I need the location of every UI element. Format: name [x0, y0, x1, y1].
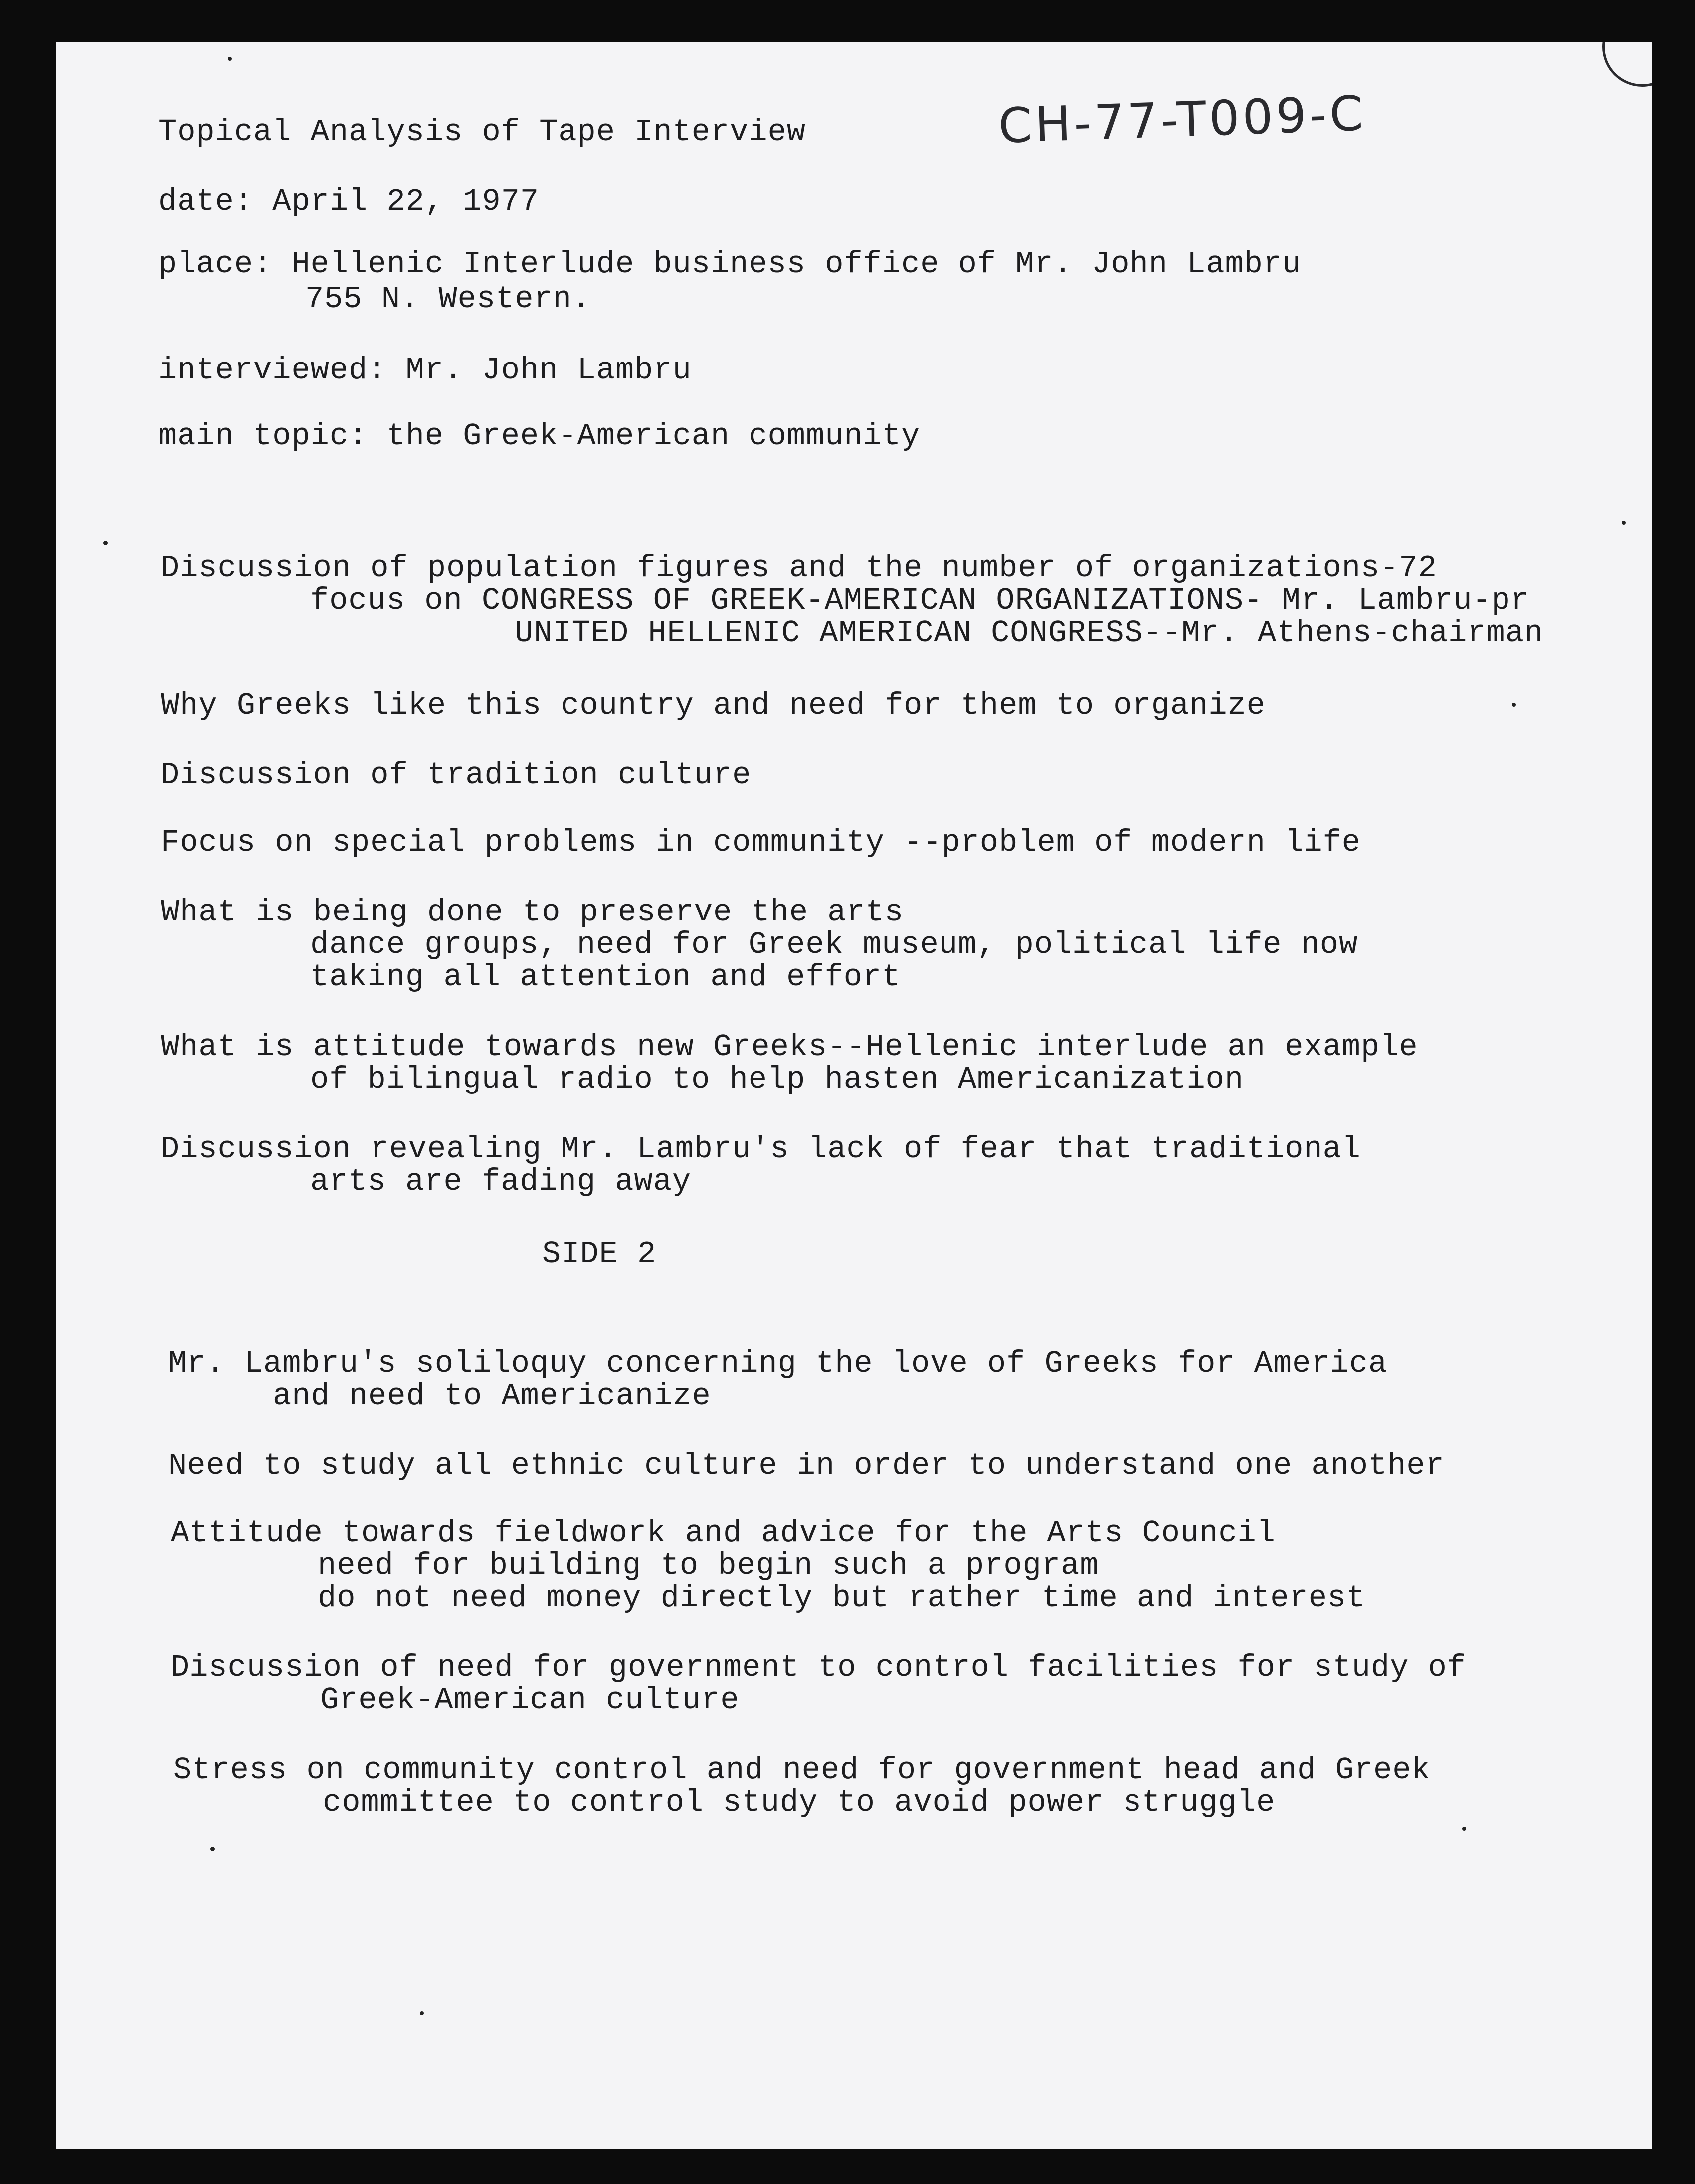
speck	[1622, 521, 1626, 525]
speck	[228, 57, 232, 61]
circle-mark-icon	[1602, 42, 1652, 87]
list-item: Discussion of population figures and the number of organizations-72	[161, 550, 1437, 586]
list-item: focus on CONGRESS OF GREEK-AMERICAN ORGANIZATIONS- Mr. Lambru-pr	[310, 583, 1530, 618]
list-item: arts are fading away	[310, 1164, 692, 1199]
list-item: What is being done to preserve the arts	[161, 895, 904, 930]
interviewed-line: interviewed: Mr. John Lambru	[158, 353, 692, 388]
list-item: Need to study all ethnic culture in order to understand one another	[168, 1448, 1445, 1483]
main-topic-line: main topic: the Greek-American community	[158, 418, 921, 454]
list-item: and need to Americanize	[273, 1378, 711, 1414]
list-item: taking all attention and effort	[310, 959, 901, 995]
speck	[103, 541, 108, 545]
list-item: committee to control study to avoid power struggle	[323, 1785, 1276, 1820]
list-item: Discussion of need for government to control facilities for study of	[171, 1650, 1467, 1685]
address-line: 755 N. Western.	[305, 281, 591, 317]
document-page	[56, 42, 1652, 2149]
doc-title: Topical Analysis of Tape Interview	[158, 114, 806, 150]
list-item: Greek-American culture	[320, 1682, 740, 1718]
list-item: do not need money directly but rather time and interest	[318, 1580, 1366, 1616]
speck	[420, 2011, 424, 2015]
side2-heading: SIDE 2	[542, 1236, 657, 1272]
list-item: Stress on community control and need for government head and Greek	[173, 1752, 1431, 1788]
list-item: Discussion revealing Mr. Lambru's lack of fear that traditional	[161, 1131, 1361, 1167]
list-item: UNITED HELLENIC AMERICAN CONGRESS--Mr. Athens-chairman	[515, 615, 1544, 651]
list-item: need for building to begin such a program	[318, 1548, 1099, 1583]
list-item: What is attitude towards new Greeks--Hellenic interlude an example	[161, 1029, 1418, 1065]
speck	[1512, 703, 1516, 707]
speck	[1462, 1827, 1466, 1831]
list-item: Focus on special problems in community --problem of modern life	[161, 825, 1361, 860]
speck	[210, 1847, 215, 1851]
place-line: place: Hellenic Interlude business office of Mr. John Lambru	[158, 246, 1302, 282]
list-item: Discussion of tradition culture	[161, 757, 752, 793]
catalog-number: CH-77-T009-C	[997, 85, 1367, 154]
list-item: Mr. Lambru's soliloquy concerning the love of Greeks for America	[168, 1346, 1388, 1381]
list-item: dance groups, need for Greek museum, political life now	[310, 927, 1358, 962]
list-item: Attitude towards fieldwork and advice for the Arts Council	[171, 1515, 1276, 1551]
list-item: of bilingual radio to help hasten Americanization	[310, 1062, 1244, 1097]
date-line: date: April 22, 1977	[158, 184, 540, 219]
list-item: Why Greeks like this country and need for them to organize	[161, 688, 1266, 723]
